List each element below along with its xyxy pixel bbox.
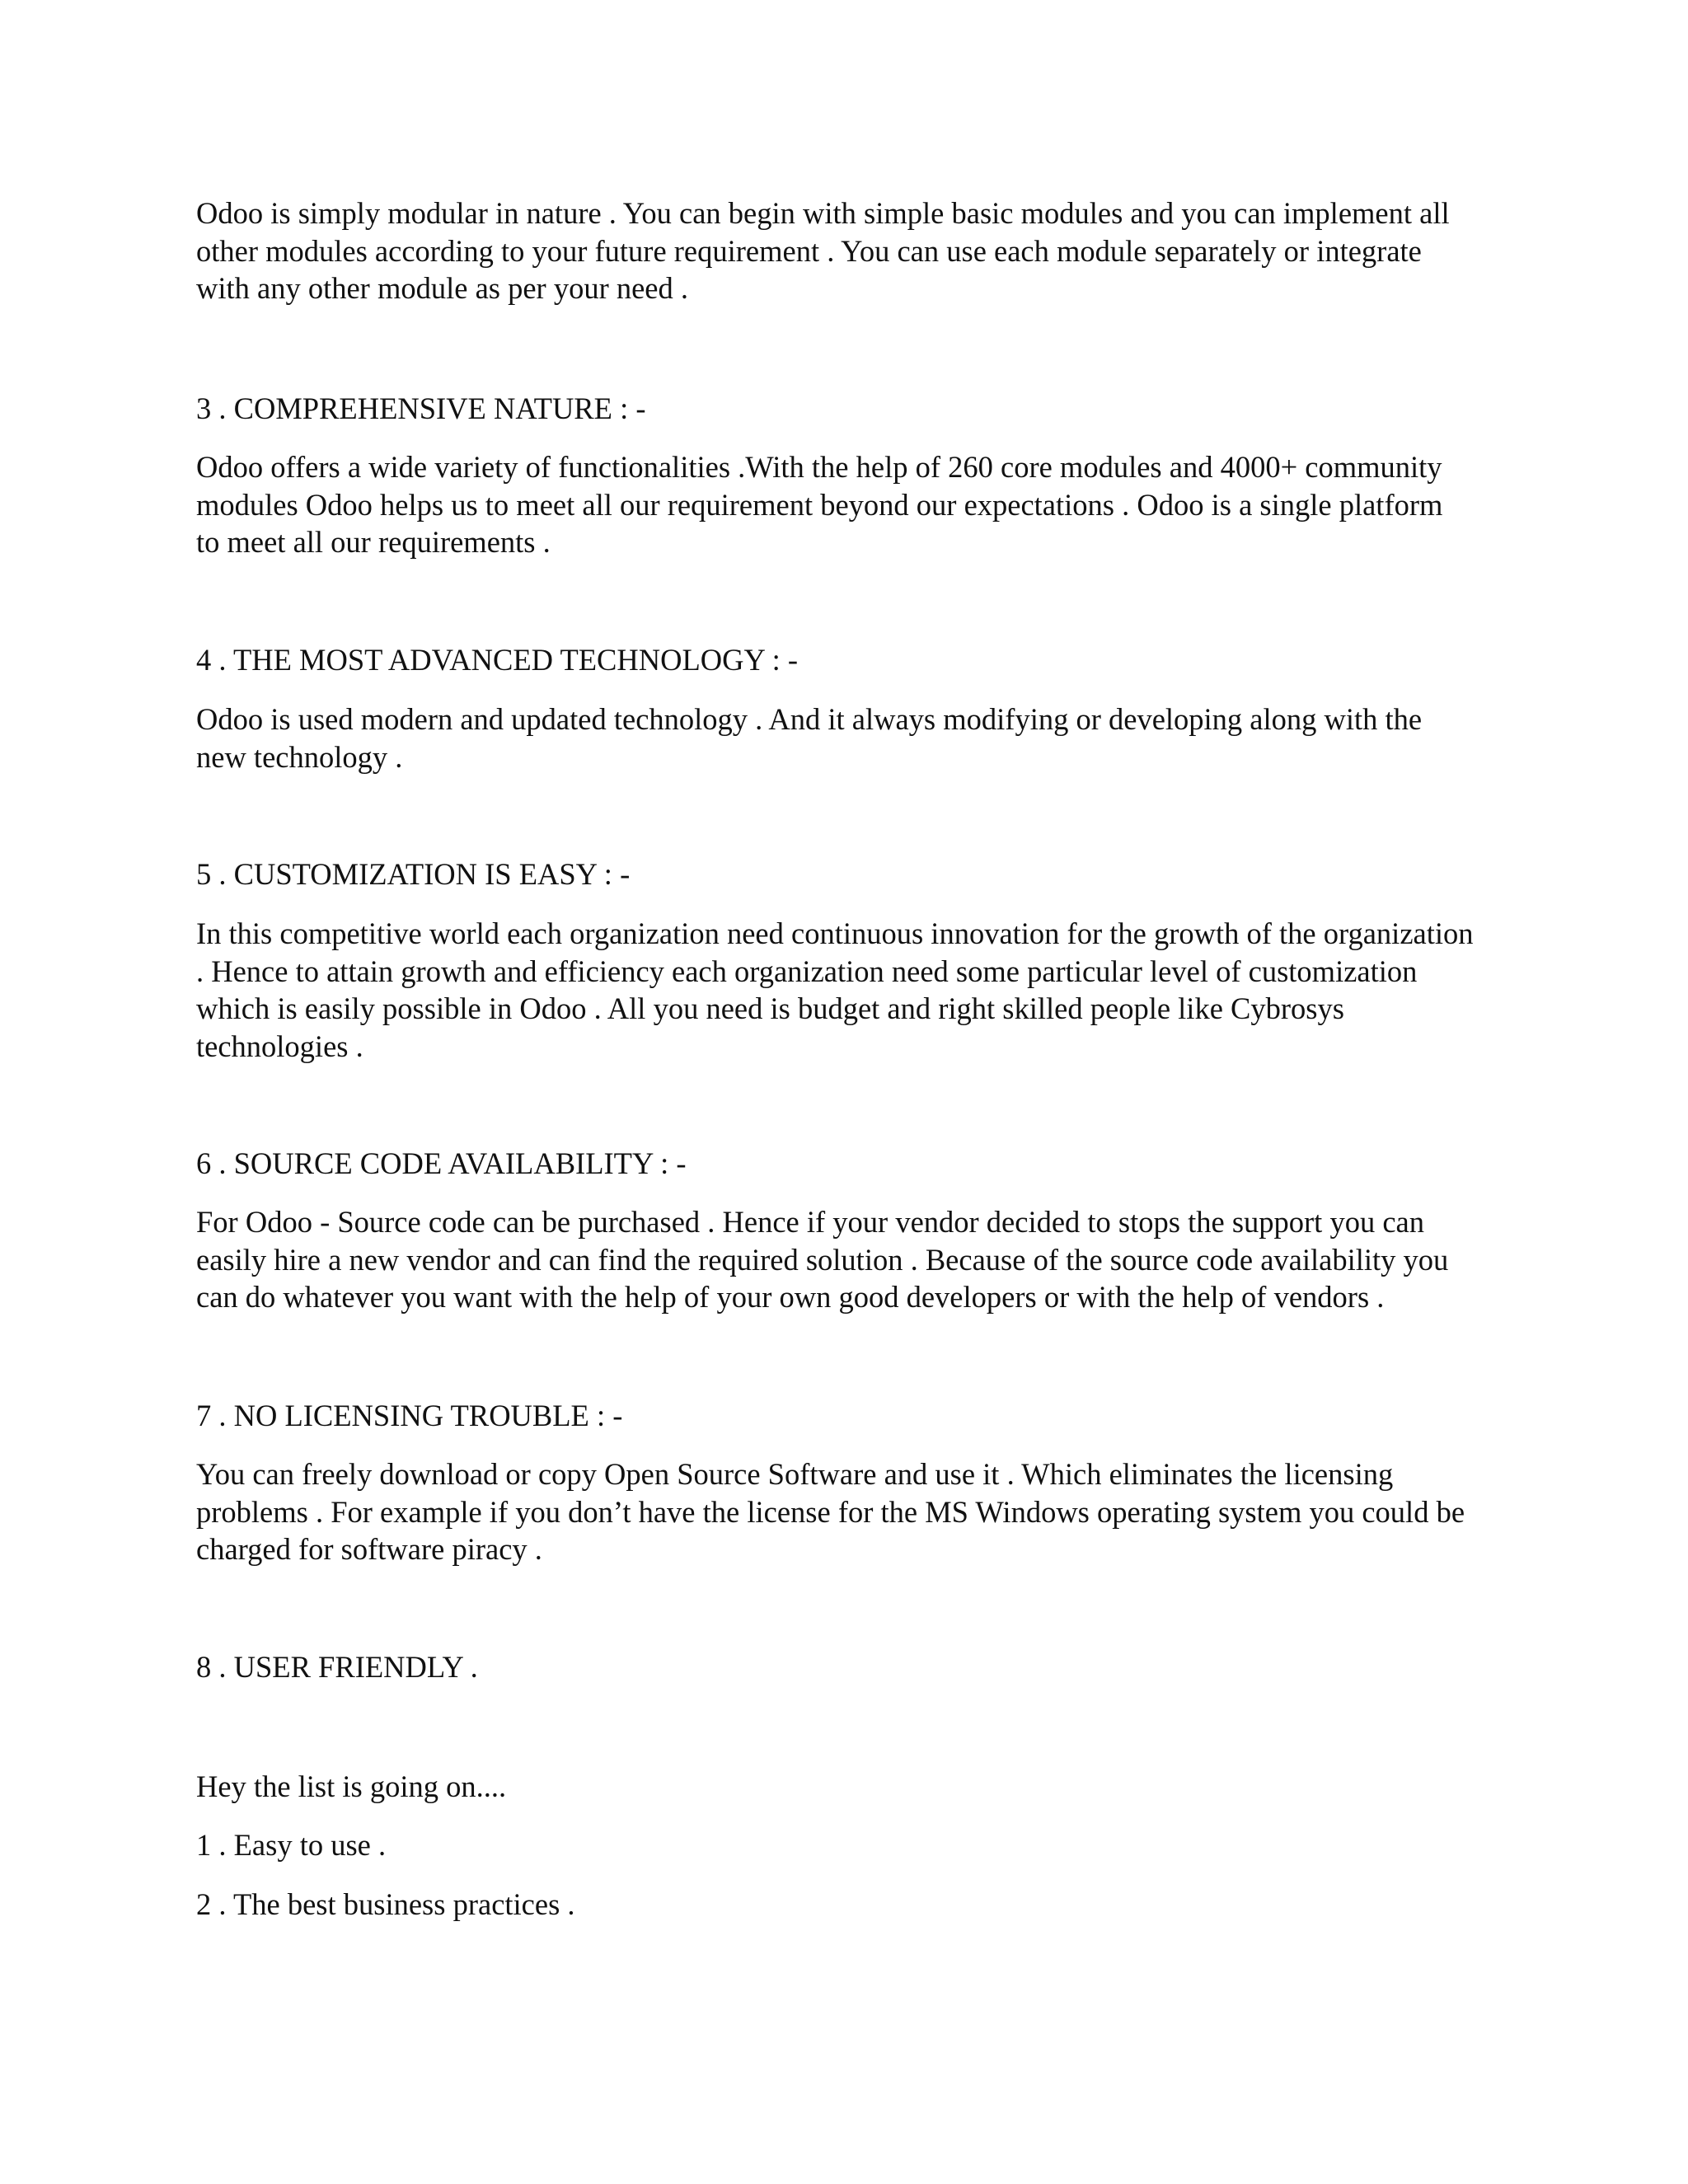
section-heading-source-code: 6 . SOURCE CODE AVAILABILITY : -	[196, 1146, 687, 1180]
intro-paragraph: Odoo is simply modular in nature . You can begin with simple basic modules and you can implement all other modules according to your future requirement . You can use each module separately or integrate with any other module as per your need .	[196, 196, 1450, 306]
section-body-source-code: For Odoo - Source code can be purchased . Hence if your vendor decided to stops the support you can easily hire a new vendor and can find the required solution . Because of the source code availability you can do whatever you want with the help of your own good developers or with the help of vendors .	[196, 1205, 1449, 1315]
section-heading-user-friendly: 8 . USER FRIENDLY .	[196, 1650, 478, 1684]
section-heading-customization: 5 . CUSTOMIZATION IS EASY : -	[196, 857, 631, 891]
section-body-comprehensive-nature: Odoo offers a wide variety of functionalities .With the help of 260 core modules and 4000+ community modules Odoo helps us to meet all our requirement beyond our expectations . Odoo is a single platform to meet all our requirements .	[196, 450, 1443, 560]
list-item: 2 . The best business practices .	[196, 1887, 575, 1921]
section-body-customization: In this competitive world each organization need continuous innovation for the growth of the organization . Hence to attain growth and efficiency each organization need some particular level of customization which is easily possible in Odoo . All you need is budget and right skilled people like Cybrosys technologies .	[196, 916, 1474, 1063]
section-heading-licensing: 7 . NO LICENSING TROUBLE : -	[196, 1399, 623, 1432]
list-intro: Hey the list is going on....	[196, 1769, 507, 1803]
section-body-advanced-technology: Odoo is used modern and updated technology . And it always modifying or developing along with the new technology .	[196, 702, 1423, 774]
section-heading-advanced-technology: 4 . THE MOST ADVANCED TECHNOLOGY : -	[196, 643, 799, 677]
section-heading-comprehensive-nature: 3 . COMPREHENSIVE NATURE : -	[196, 391, 646, 425]
list-item: 1 . Easy to use .	[196, 1828, 387, 1862]
section-body-licensing: You can freely download or copy Open Source Software and use it . Which eliminates the licensing problems . For example if you don’t have the license for the MS Windows operating system you could be charged for software piracy .	[196, 1457, 1465, 1567]
